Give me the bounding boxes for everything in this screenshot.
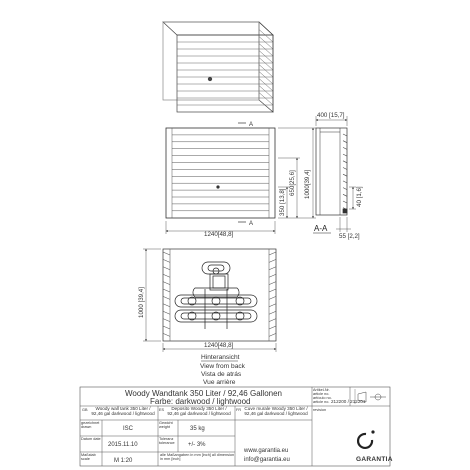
back-right-edge-tick [269, 274, 276, 277]
back-tank-ribs [175, 262, 257, 329]
iso-top-face [163, 22, 273, 35]
side-slat-tick [343, 161, 347, 163]
website: www.garantia.eu [244, 448, 289, 454]
title-line-1: Woody Wandtank 350 Liter / 92,46 Gallonen [125, 389, 282, 398]
drawn-label: gezeichnet drawn [81, 421, 100, 429]
back-left-edge-tick [163, 289, 170, 292]
back-right-edge-tick [269, 296, 276, 299]
iso-front-face [177, 35, 273, 112]
side-outline [316, 128, 347, 215]
title-line-2: Farbe: darkwood / lightwood [150, 397, 251, 406]
back-left-edge-tick [163, 267, 170, 270]
back-right-edge-tick [269, 252, 276, 255]
side-slat-tick [343, 168, 347, 170]
side-small-label: 40 [1,6] [356, 186, 363, 207]
side-slat-tick [343, 141, 347, 143]
back-left-edge-tick [163, 333, 170, 336]
side-slat-tick [343, 174, 347, 176]
side-foot [343, 209, 347, 213]
side-bottom-label: 55 [2,2] [339, 233, 360, 240]
front-slats [172, 135, 269, 211]
gb-code: GB [82, 408, 88, 412]
side-slat-tick [343, 181, 347, 183]
back-left-edge-tick [163, 326, 170, 329]
back-left-edge-tick [163, 311, 170, 314]
back-left-edge-tick [163, 282, 170, 285]
back-left-edge-tick [163, 252, 170, 255]
iso-side-slat-line [259, 51, 273, 64]
back-right-edge-tick [269, 311, 276, 314]
weight-value: 35 kg [190, 426, 205, 432]
back-left-edge-tick [163, 259, 170, 262]
article-label-2: artículo no. [313, 396, 332, 400]
title-block [80, 387, 393, 466]
back-right-edge-tick [269, 267, 276, 270]
back-view-caption [200, 354, 246, 386]
back-right-edge-tick [269, 326, 276, 329]
revision-label: revision [313, 408, 327, 412]
back-dimensions [138, 249, 276, 352]
scale-value: M 1:20 [114, 458, 133, 464]
side-slat-tick [343, 147, 347, 149]
front-mid-label: 650[25,6] [289, 170, 296, 196]
article-numbers: 212200 / 212201 [331, 399, 366, 404]
side-section-view [316, 128, 347, 215]
front-tap-hole [216, 185, 219, 188]
iso-side-slat-line [259, 65, 273, 78]
iso-side-slat-line [259, 86, 273, 99]
weight-label: Gewicht weight [159, 421, 173, 429]
front-inner-frame [172, 128, 269, 218]
date-label: Datum date [81, 437, 101, 441]
back-right-edge-tick [269, 259, 276, 262]
scale-label: Maßstab scale [81, 453, 96, 461]
article-label-3: article no. [313, 400, 330, 404]
back-right-edge-tick [269, 282, 276, 285]
article-label-1: article no. [313, 392, 330, 396]
side-slat-tick [343, 188, 347, 190]
section-title: A-A [314, 224, 328, 233]
side-slat-tick [343, 194, 347, 196]
side-slat-tick [343, 154, 347, 156]
units-label: alle Maßangaben in mm [inch] all dimension in mm [inch] [160, 453, 235, 462]
section-marker-bottom: A [249, 221, 254, 227]
back-height-label: 1000 [39,4] [138, 287, 145, 318]
front-height-label: 1000[39,4] [304, 169, 311, 199]
side-depth-label: 400 [15,7] [317, 112, 345, 119]
side-slat-tick [343, 201, 347, 203]
back-left-edge-tick [163, 319, 170, 322]
side-slat-ticks [343, 134, 347, 210]
iso-side-slat-line [259, 58, 273, 71]
caption-es: Vista de atrás [201, 371, 242, 378]
back-view [163, 249, 276, 341]
iso-back-outline [163, 22, 259, 100]
back-right-edge-tick [269, 333, 276, 336]
iso-tap-hole [208, 77, 212, 81]
section-marker-top: A [249, 122, 254, 128]
back-left-edge-tick [163, 304, 170, 307]
back-width-label: 1240[48,8] [204, 342, 234, 349]
iso-side-slat-line [259, 37, 273, 50]
back-left-edge-tick [163, 296, 170, 299]
tolerance-value: +/- 3% [188, 442, 206, 448]
isometric-view [163, 22, 273, 112]
iso-side-slat-line [259, 79, 273, 92]
gb-name: Woody wall tank 350 Liter / 92,46 gal darkwood / lightwood [91, 406, 155, 416]
front-view [166, 122, 275, 227]
iso-side-slat-line [259, 44, 273, 57]
brand-name: GARANTIA [356, 456, 393, 463]
email: info@garantia.eu [244, 457, 290, 463]
back-right-edge-tick [269, 319, 276, 322]
caption-de: Hinteransicht [201, 354, 240, 361]
side-slat-tick [343, 134, 347, 136]
iso-side-slat-line [259, 72, 273, 85]
garantia-logo [356, 430, 393, 463]
side-dimensions [316, 112, 363, 240]
es-code: ES [159, 408, 165, 412]
front-width-label: 1240[48,8] [204, 231, 234, 238]
iso-side-slat-line [259, 30, 273, 43]
iso-side-slat-line [259, 93, 273, 106]
date-value: 2015.11.10 [108, 442, 138, 448]
back-right-edge-tick [269, 304, 276, 307]
tolerance-label: Toleranz tolerance [159, 437, 175, 445]
es-name: Deposito Woody 350 Liter / 92,46 gal darkwood / lightwood [167, 406, 231, 416]
back-right-edge-tick [269, 289, 276, 292]
fr-code: FR [236, 408, 242, 412]
front-outline [166, 128, 275, 218]
back-left-edge-tick [163, 274, 170, 277]
caption-fr: Vue arrière [203, 379, 236, 386]
drawn-value: ISC [123, 426, 134, 432]
caption-en: View from back [200, 363, 245, 370]
front-low-label: 350 [13,8] [279, 188, 286, 216]
iso-slats [177, 30, 273, 106]
article-label-0: Artikel-Nr. [313, 388, 330, 392]
fr-name: Cuve murale Woody 350 Liter / 92,46 gal darkwood / lightwood [244, 406, 308, 416]
